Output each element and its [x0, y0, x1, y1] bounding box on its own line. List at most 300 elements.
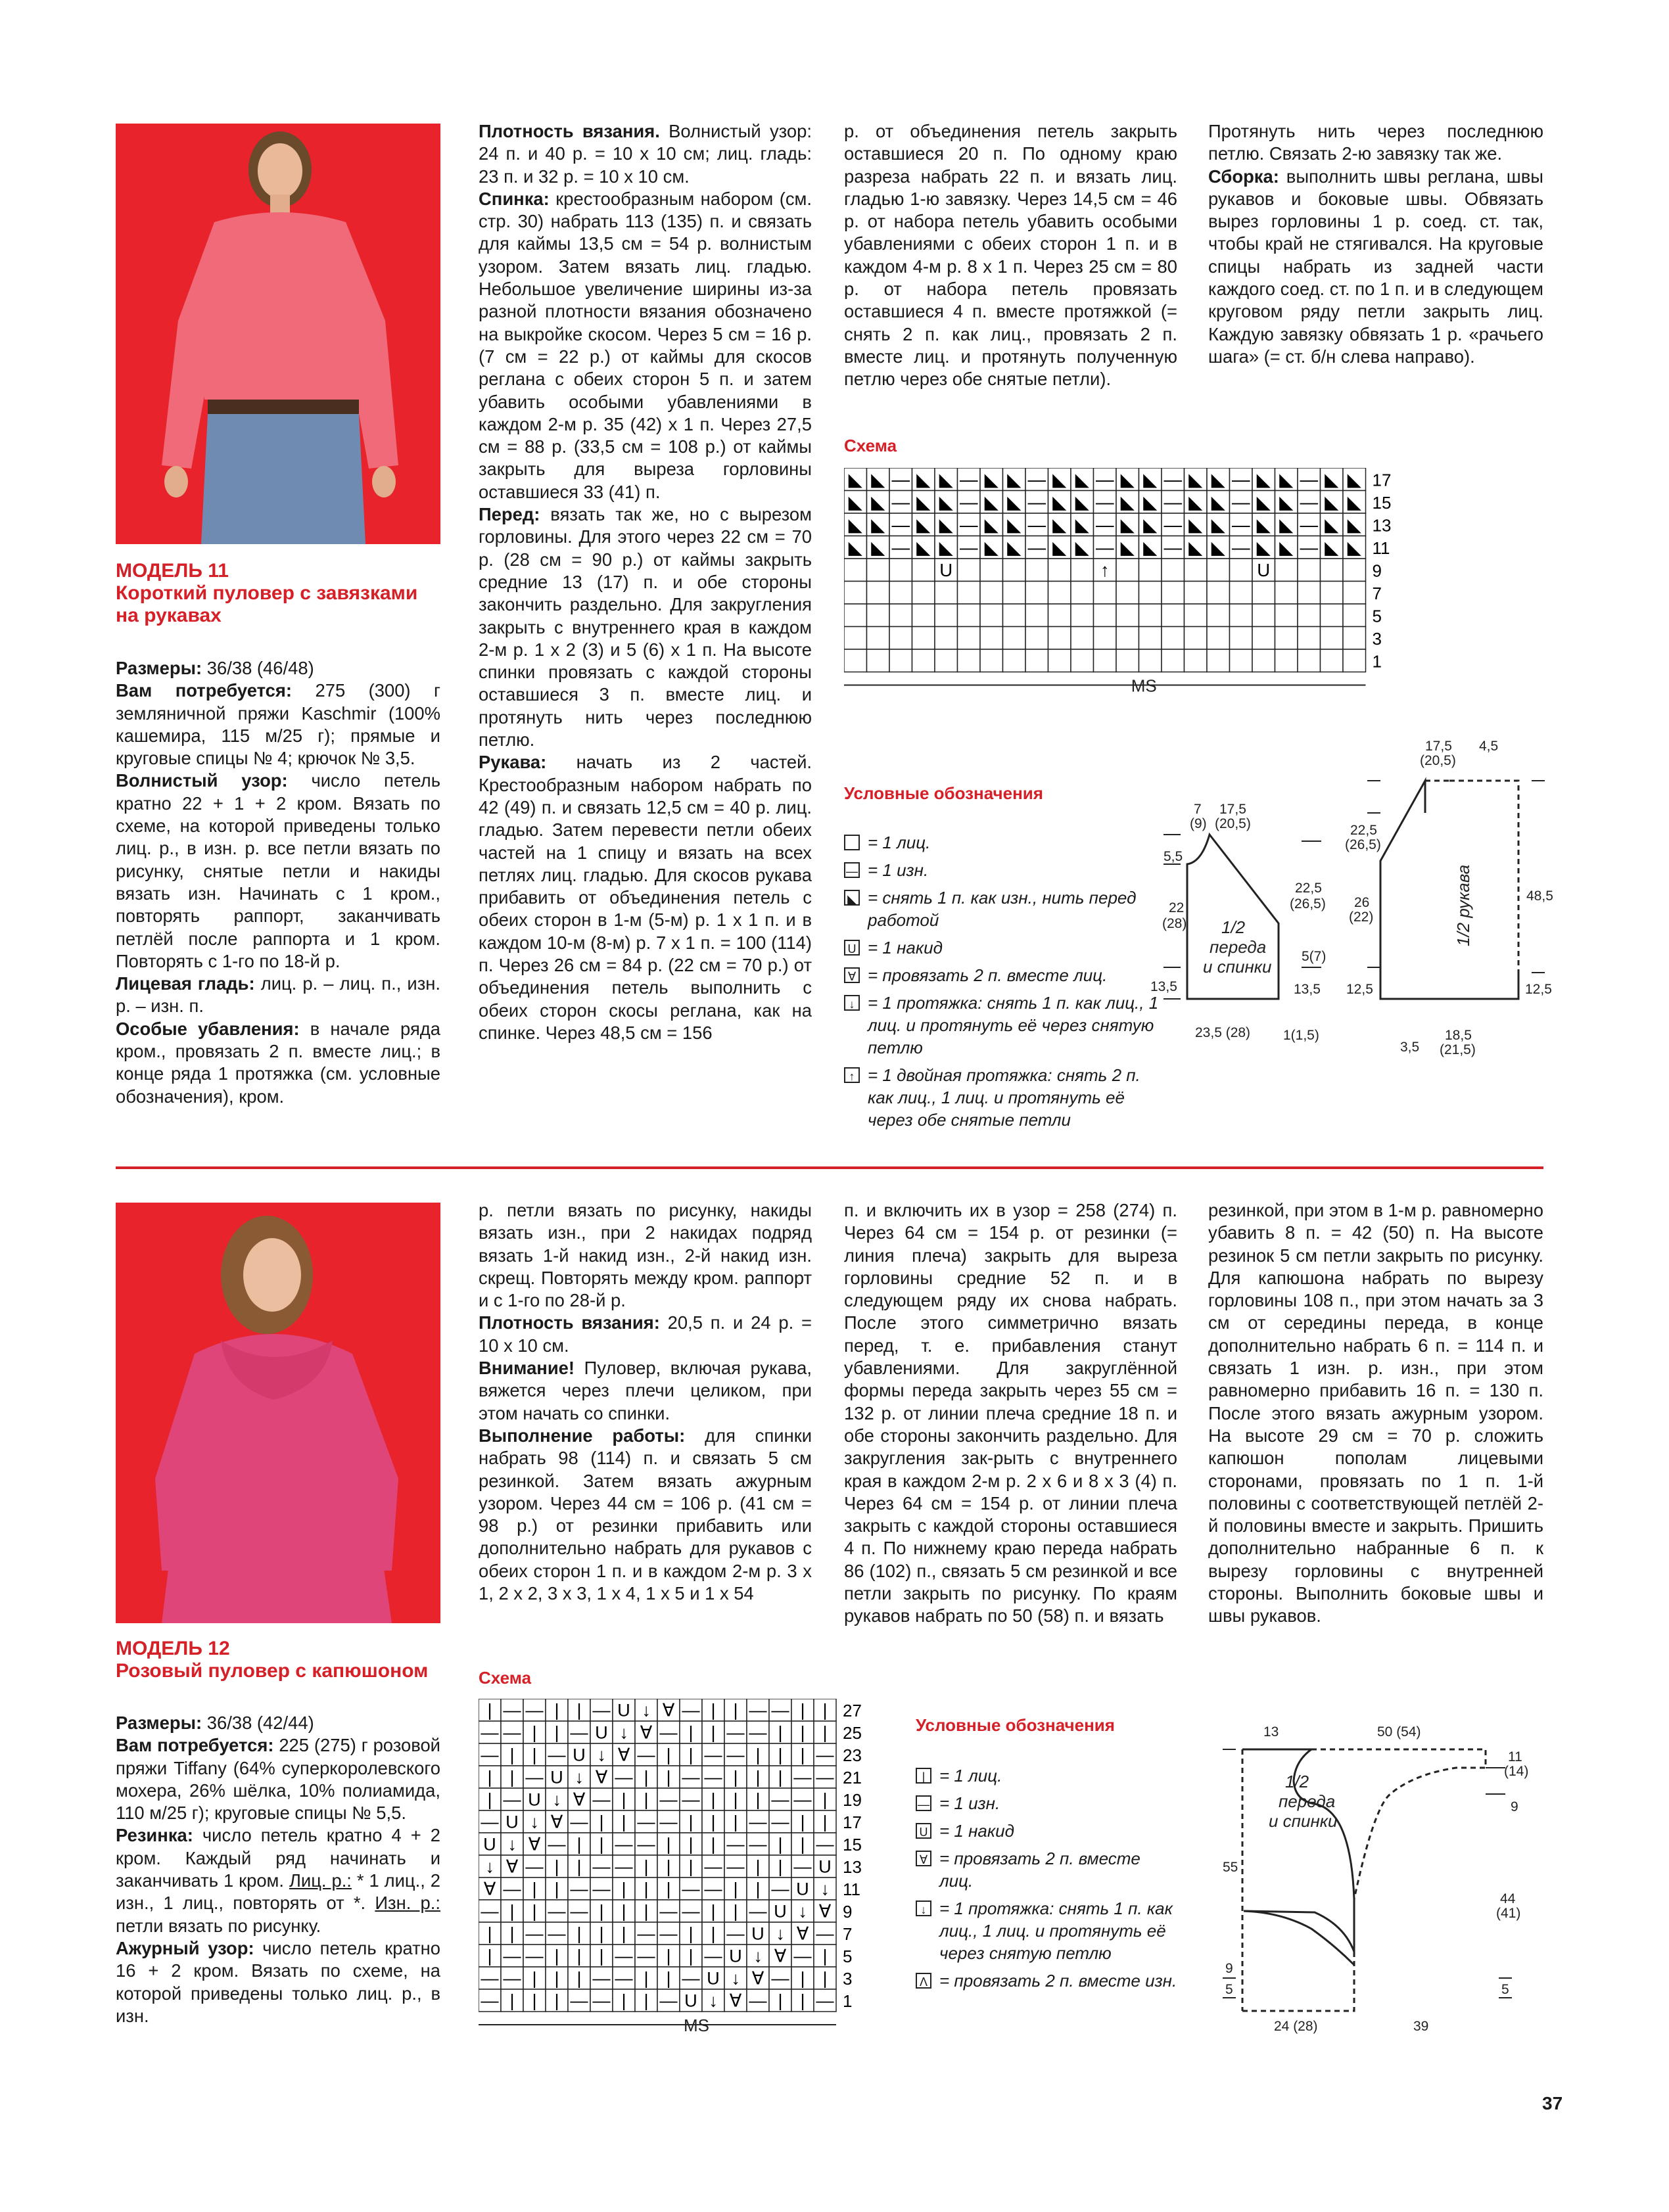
dim-11: 11 [1508, 1749, 1522, 1764]
m11-chart-cell [912, 582, 935, 605]
m12-chart-symbol: | [666, 1766, 671, 1787]
m11-chart-cell [889, 559, 912, 582]
dim-22-5: 22,5 [1295, 881, 1322, 896]
m12-chart-symbol: | [822, 1699, 828, 1720]
m11-chart-symbol: ◣ [984, 492, 999, 513]
m12-chart-symbol: — [682, 1766, 700, 1787]
m12-chart-symbol: | [621, 1901, 626, 1922]
m12-row-number: 9 [843, 1902, 853, 1922]
m11-chart-cell [1025, 649, 1048, 672]
m11c1-heading: Лицевая гладь: [116, 973, 255, 994]
m11-chart-cell [844, 627, 867, 650]
m12-chart-symbol: — [592, 1878, 611, 1899]
m12-chart-symbol: — [816, 1766, 834, 1787]
m12-chart-symbol: — [615, 1856, 633, 1877]
m12c1-heading: Резинка: [116, 1825, 193, 1846]
m12-chart-symbol: U [707, 1968, 720, 1989]
m11-chart-symbol: ◣ [1325, 492, 1339, 513]
m11-chart-symbol: — [1300, 537, 1319, 558]
dim-26: 26 [1354, 895, 1370, 910]
legend-symbol-icon: U [844, 940, 860, 956]
dim-5-7: 5(7) [1302, 949, 1327, 964]
m12-chart-symbol: | [778, 1766, 783, 1787]
model12-column-4 [1208, 1199, 1543, 1628]
m12-chart-symbol: | [599, 1811, 604, 1832]
m11-chart-symbol: ◣ [1347, 469, 1361, 490]
m11-chart-cell [935, 582, 958, 605]
model11-column-3 [844, 120, 1177, 391]
m12-chart-symbol: | [644, 1766, 649, 1787]
m12-chart-symbol: — [503, 1878, 521, 1899]
m11-chart-cell [1185, 627, 1208, 650]
m11-chart-symbol: ◣ [871, 469, 885, 490]
m12-chart-symbol: | [666, 1833, 671, 1855]
m12-row-number: 25 [843, 1723, 862, 1743]
m12-chart-symbol: — [749, 1833, 767, 1855]
m12-chart-symbol: | [711, 1722, 716, 1743]
m11-chart-symbol: ◣ [1007, 514, 1022, 535]
m11-chart-symbol: ◣ [984, 514, 999, 535]
m12-chart-symbol: — [548, 1833, 566, 1855]
m12-chart-symbol: | [599, 1833, 604, 1855]
m12-chart-symbol: — [659, 1789, 678, 1810]
legend-symbol-icon: | [916, 1768, 931, 1784]
m12-chart-symbol: | [532, 1901, 537, 1922]
m12-chart-symbol: — [615, 1945, 633, 1966]
m12c2-paragraph: Внимание! Пуловер, включая рукава, вяжется через плечи целиком, при этом начать со спинки. [479, 1358, 812, 1423]
m11-chart-cell [889, 582, 912, 605]
m12-chart-symbol: | [755, 1789, 761, 1810]
m12-chart-symbol: | [688, 1811, 693, 1832]
m12-chart-symbol: ∀ [818, 1901, 832, 1922]
dim-14: (14) [1504, 1764, 1529, 1779]
m11-chart-cell [889, 627, 912, 650]
m12-chart-symbol: — [793, 1789, 812, 1810]
m12-row-number: 5 [843, 1947, 853, 1967]
dim-28: (28) [1162, 916, 1187, 931]
m11-chart-cell [1321, 604, 1344, 627]
m12-chart-symbol: U [505, 1811, 519, 1832]
m11-chart-cell [1003, 604, 1026, 627]
model11-schema-label: Схема [844, 436, 897, 455]
m11-chart-cell [980, 649, 1003, 672]
m11-chart-symbol: ◣ [1211, 469, 1225, 490]
m12-chart-symbol: — [548, 1923, 566, 1944]
m11-chart-symbol: ◣ [1052, 492, 1067, 513]
m12c2-heading: Выполнение работы: [479, 1425, 686, 1446]
m12-chart-symbol: — [503, 1699, 521, 1720]
m11-chart-cell [980, 559, 1003, 582]
m11-chart-symbol: — [1231, 514, 1250, 535]
m12c1-heading: Ажурный узор: [116, 1937, 254, 1958]
m11-legend-item [844, 1064, 1160, 1131]
legend-text: = 1 лиц. [868, 833, 931, 852]
m11-chart-symbol: ◣ [984, 537, 999, 558]
m11-legend-item [844, 992, 1160, 1059]
m11-row-number: 13 [1372, 515, 1392, 536]
m11-chart-symbol: ◣ [1007, 469, 1022, 490]
m11-chart-cell [867, 649, 890, 672]
m11-chart-symbol: ◣ [1279, 537, 1294, 558]
m11-chart-symbol: ◣ [1075, 514, 1089, 535]
m12-chart-symbol: | [509, 1901, 515, 1922]
dim-26-5-sleeve: (26,5) [1345, 837, 1381, 852]
dim-50-54: 50 (54) [1377, 1724, 1421, 1740]
m11-chart-cell [958, 582, 981, 605]
m12-chart-symbol: U [483, 1833, 496, 1855]
legend-symbol-icon: ↓ [916, 1901, 931, 1916]
dim-21-5: (21,5) [1440, 1042, 1476, 1057]
m12-chart-symbol: — [503, 1722, 521, 1743]
m11-chart-symbol: — [891, 469, 910, 490]
m11-chart-symbol: — [1095, 492, 1114, 513]
m11-chart-cell [1025, 604, 1048, 627]
m11-chart-symbol: ◣ [1052, 537, 1067, 558]
m12-chart-symbol: — [615, 1833, 633, 1855]
m11-chart-symbol: ◣ [1120, 514, 1135, 535]
model11-title-line3: на рукавах [116, 605, 222, 626]
m11-row-number: 9 [1372, 561, 1382, 581]
m12-chart-symbol: — [816, 1744, 834, 1765]
m11-chart-cell [1230, 559, 1253, 582]
m11-chart-symbol: — [1027, 492, 1046, 513]
m12-chart-symbol: U [818, 1856, 832, 1877]
dim-13-5-right: 13,5 [1294, 982, 1321, 997]
m12-chart-symbol: | [644, 1789, 649, 1810]
m12-chart-symbol: — [704, 1878, 722, 1899]
m11-chart-cell [1071, 627, 1094, 650]
m11-chart-cell [958, 604, 981, 627]
m11-chart-cell [1094, 582, 1117, 605]
legend-text: = 1 двойная протяжка: снять 2 п. как лиц., 1 лиц. и протянуть её через обе снятые петли [868, 1065, 1140, 1130]
m12-chart-symbol: ↓ [619, 1722, 628, 1743]
m11-chart-cell [958, 627, 981, 650]
dim-44: 44 [1500, 1891, 1516, 1906]
m12c3-paragraph: п. и включить их в узор = 258 (274) п. Через 64 см = 154 р. от резинки (= линия плеча) закрыть для выреза горловины средние 52 п. и в следующем ряду их снова набрать. После этого симметрично вязать перед, т. е. прибавления станут убавлениями. Для закруглённой формы переда закрыть через 55 см = 132 р. от линии плеча средние 18 п. и обе стороны закончить раздельно. Для закругления зак-рыть с внутреннего края в каждом 2-м р. 2 x 6 и 8 x 3 (4) п. Через 64 см = 154 р. от линии плеча закрыть с каждой стороны оставшиеся 4 п. По нижнему краю переда набрать 86 (102) п., связать 5 см резинкой и все петли закрыть по рисунку. По краям рукавов набрать по 50 (58) п. и вязать [844, 1200, 1177, 1626]
legend-symbol-icon: Λ [916, 1973, 931, 1989]
m12-chart-symbol: ∀ [550, 1811, 563, 1832]
m12-chart-symbol: | [621, 1990, 626, 2011]
m11-chart-cell [867, 604, 890, 627]
m12-chart-symbol: — [771, 1699, 789, 1720]
m12-chart-symbol: — [682, 1901, 700, 1922]
m12-chart-symbol: ↓ [709, 1990, 718, 2011]
m11-chart-symbol: ◣ [1211, 537, 1225, 558]
m12-chart-symbol: — [682, 1789, 700, 1810]
m11-chart-symbol: ◣ [1211, 514, 1225, 535]
dim-12-5-right: 12,5 [1525, 982, 1552, 997]
m11-chart-cell [1048, 627, 1071, 650]
m12-chart-symbol: U [729, 1945, 742, 1966]
m11-chart-symbol: ◣ [939, 469, 953, 490]
m11-chart-symbol: ◣ [916, 469, 931, 490]
m12-chart-symbol: ↓ [507, 1833, 517, 1855]
m12-chart-symbol: | [778, 1833, 783, 1855]
m12-chart-symbol: — [503, 1789, 521, 1810]
m12-chart-symbol: | [800, 1699, 805, 1720]
m12-chart-symbol: | [800, 1811, 805, 1832]
m11-chart-symbol: — [1164, 492, 1183, 513]
m12-chart-symbol: — [481, 1744, 499, 1765]
legend-symbol-icon [844, 835, 860, 850]
m11-chart-symbol: ◣ [1075, 469, 1089, 490]
m11-chart-cell [1343, 559, 1366, 582]
model11-column-1 [116, 657, 440, 1108]
m11-chart-symbol: ◣ [1052, 469, 1067, 490]
m12-chart-symbol: ∀ [573, 1789, 586, 1810]
dim-55: 55 [1223, 1860, 1238, 1875]
m12-chart-symbol: — [659, 1990, 678, 2011]
m11-chart-cell [1003, 582, 1026, 605]
m12-chart-symbol: | [822, 1968, 828, 1989]
m11-chart-symbol: ◣ [1120, 492, 1135, 513]
m12-legend-item [916, 1820, 1179, 1842]
m11-chart-symbol: — [1231, 492, 1250, 513]
m11-row-number: 15 [1372, 493, 1392, 513]
dim-24-28: 24 (28) [1274, 2019, 1318, 2034]
legend-text: = 1 изн. [868, 860, 929, 880]
m11-chart-cell [844, 649, 867, 672]
model11-stitch-chart [844, 468, 1422, 718]
m12-chart-symbol: — [793, 1945, 812, 1966]
m12c2-paragraph: Плотность вязания: 20,5 п. и 24 р. = 10 x 10 см. [479, 1312, 812, 1356]
m12-chart-symbol: | [487, 1699, 492, 1720]
m11-chart-cell [1321, 582, 1344, 605]
m12-chart-symbol: ↓ [820, 1878, 830, 1899]
m12-chart-symbol: U [796, 1878, 809, 1899]
m12-chart-symbol: | [599, 1901, 604, 1922]
m12-chart-symbol: U [684, 1990, 697, 2011]
model11-title-line1: МОДЕЛЬ 11 [116, 560, 229, 582]
m12-chart-symbol: ∀ [595, 1766, 608, 1787]
m12-chart-symbol: | [666, 1968, 671, 1989]
m12-chart-symbol: | [576, 1856, 582, 1877]
m11-chart-symbol: ◣ [1188, 469, 1203, 490]
m11-chart-symbol: — [891, 514, 910, 535]
m12-chart-symbol: | [532, 1878, 537, 1899]
m11-chart-symbol: ◣ [1347, 537, 1361, 558]
m11-chart-symbol: ◣ [1325, 469, 1339, 490]
piece-label-1: 1/2 [1285, 1772, 1309, 1791]
m11-chart-symbol: ◣ [1325, 514, 1339, 535]
m12-row-number: 19 [843, 1790, 862, 1810]
m12-chart-symbol: — [749, 1811, 767, 1832]
m11-chart-cell [958, 559, 981, 582]
m11-chart-symbol: — [1027, 514, 1046, 535]
m11c4-heading: Сборка: [1208, 166, 1279, 187]
dim-13: 13 [1263, 1724, 1279, 1740]
m12-chart-symbol: — [615, 1968, 633, 1989]
m11-chart-symbol: ◣ [1256, 537, 1271, 558]
m12-chart-symbol: — [704, 1766, 722, 1787]
m11-chart-symbol: ◣ [1188, 514, 1203, 535]
m11-chart-cell [958, 649, 981, 672]
m11-chart-cell [1162, 627, 1185, 650]
m12-chart-symbol: — [749, 1722, 767, 1743]
m11-chart-symbol: ↑ [1100, 559, 1110, 580]
m12-chart-symbol: — [816, 1990, 834, 2011]
model12-title [116, 1638, 458, 1682]
m11c2-paragraph: Плотность вязания. Волнистый узор: 24 п. и 40 р. = 10 x 10 см; лиц. гладь: 23 п. и 32 р. = 10 x 10 см. [479, 121, 812, 187]
m11-chart-cell [980, 627, 1003, 650]
piece-label-2: переда [1279, 1791, 1336, 1811]
m12-row-number: 21 [843, 1768, 862, 1788]
m12-chart-symbol: | [644, 1968, 649, 1989]
m11c2-paragraph: Спинка: крестообразным набором (см. стр. 30) набрать 113 (135) п. и связать для каймы 13,5 см = 54 р. волнистым узором. Затем вязать лиц. гладью. Небольшое увеличение ширины из-за разной плотности вязания обозначено на выкройке скосом. Через 5 см = 16 р. (7 см = 22 р.) от каймы для скосов реглана с обеих сторон 5 п. и затем убавить особыми убавлениями в каждом 2-м р. 35 (42) x 1 п. Через 27,5 см = 88 р. (33,5 см = 108 р.) от каймы закрыть для выреза горловины оставшиеся 33 (41) п. [479, 188, 812, 502]
dim-22-5-sleeve: 22,5 [1350, 823, 1377, 838]
m12-chart-symbol: | [711, 1833, 716, 1855]
m12-chart-symbol: ∀ [640, 1722, 653, 1743]
m11-chart-symbol: ◣ [1143, 537, 1158, 558]
m11-chart-cell [1003, 559, 1026, 582]
m11-chart-symbol: — [1164, 469, 1183, 490]
m12-chart-symbol: — [481, 1990, 499, 2011]
m12-chart-symbol: — [525, 1923, 544, 1944]
m12-chart-symbol: | [666, 1744, 671, 1765]
m12-row-number: 15 [843, 1835, 862, 1855]
m12-chart-symbol: ∀ [528, 1833, 541, 1855]
dim-5-5: 5,5 [1164, 849, 1183, 864]
legend-text: = 1 накид [939, 1821, 1014, 1841]
m12-chart-symbol: — [570, 1722, 588, 1743]
m11-chart-cell [1071, 649, 1094, 672]
m11c1-heading: Особые убавления: [116, 1018, 300, 1039]
dim-22-sleeve: (22) [1349, 910, 1374, 925]
m11-chart-symbol: — [1164, 514, 1183, 535]
model12-title-line2: Розовый пуловер с капюшоном [116, 1660, 429, 1682]
m11-chart-cell [1275, 559, 1298, 582]
m12-chart-symbol: | [711, 1811, 716, 1832]
m11-chart-cell [1048, 559, 1071, 582]
m11-chart-symbol: ◣ [871, 537, 885, 558]
m11-chart-cell [1298, 604, 1321, 627]
m12-chart-symbol: | [621, 1789, 626, 1810]
m11-chart-symbol: — [1027, 469, 1046, 490]
m11-chart-cell [1185, 649, 1208, 672]
dim-3-5: 3,5 [1400, 1040, 1420, 1055]
m12-legend-item [916, 1847, 1179, 1892]
m11-chart-symbol: — [891, 492, 910, 513]
m11-chart-cell [1298, 627, 1321, 650]
m11-chart-symbol: — [1231, 537, 1250, 558]
m11-chart-cell [1162, 582, 1185, 605]
m12-chart-symbol: — [525, 1856, 544, 1877]
m11-chart-cell [1252, 627, 1275, 650]
m12-chart-symbol: — [816, 1833, 834, 1855]
dim-7: 7 [1194, 802, 1202, 817]
m11-chart-symbol: ◣ [939, 514, 953, 535]
m12-chart-symbol: | [532, 1990, 537, 2011]
m11-legend-item [844, 831, 1160, 854]
m11-chart-cell [1025, 559, 1048, 582]
m11-chart-cell [1185, 582, 1208, 605]
m11-chart-cell [912, 649, 935, 672]
legend-text: = 1 протяжка: снять 1 п. как лиц., 1 лиц. и протянуть её через снятую петлю [868, 993, 1159, 1057]
m11-chart-symbol: — [1027, 537, 1046, 558]
m12c1-paragraph: Ажурный узор: число петель кратно 16 + 2 кром. Вязать по схеме, на которой приведены только лиц. р., в изн. [116, 1937, 441, 2026]
m12-chart-symbol: — [570, 1878, 588, 1899]
model12-legend-title: Условные обозначения [916, 1715, 1115, 1735]
m12-row-number: 11 [843, 1879, 860, 1900]
m11-chart-symbol: ◣ [1256, 492, 1271, 513]
m12-chart-symbol: — [481, 1722, 499, 1743]
m11-chart-symbol: — [1231, 469, 1250, 490]
m11-chart-cell [912, 627, 935, 650]
legend-symbol-icon: ↑ [844, 1067, 860, 1083]
m11-chart-cell [844, 604, 867, 627]
m12-legend-item [916, 1792, 1179, 1814]
m11-chart-symbol: ◣ [1211, 492, 1225, 513]
m11-chart-cell [980, 604, 1003, 627]
m11-chart-cell [1343, 627, 1366, 650]
m12-chart-symbol: U [751, 1923, 764, 1944]
m12-chart-symbol: ↓ [530, 1811, 539, 1832]
m12-row-number: 13 [843, 1857, 862, 1878]
m12c1-paragraph: Размеры: 36/38 (42/44) [116, 1713, 314, 1733]
m12-chart-symbol: — [704, 1856, 722, 1877]
m12-chart-symbol: — [615, 1766, 633, 1787]
m11-chart-symbol: — [1300, 469, 1319, 490]
m11-chart-symbol: — [959, 537, 978, 558]
m12-chart-symbol: U [595, 1722, 608, 1743]
legend-symbol-icon: — [916, 1795, 931, 1811]
dim-41: (41) [1496, 1906, 1521, 1921]
m12-chart-symbol: ∀ [617, 1744, 630, 1765]
m12c1-paragraph: Вам потребуется: 225 (275) г розовой пряжи Tiffany (64% суперкоролевского мохера, 26% шёлка, 10% полиамида, 110 м/25 г); круговые спицы № 5,5. [116, 1735, 440, 1824]
model11-title [116, 560, 440, 627]
dim-18-5: 18,5 [1445, 1028, 1472, 1043]
m12-chart-symbol: | [576, 1923, 582, 1944]
m12-chart-symbol: | [733, 1789, 738, 1810]
m12-row-number: 17 [843, 1812, 862, 1833]
m12-chart-symbol: | [576, 1968, 582, 1989]
dim-5-right: 5 [1501, 1982, 1509, 1997]
m12-row-number: 7 [843, 1924, 853, 1945]
m12c1-paragraph: Резинка: число петель кратно 4 + 2 кром. Каждый ряд начинать и заканчивать 1 кром. Лиц. р.: * 1 лиц., 2 изн., 1 лиц., повторять от *. Изн. р.: петли вязать по рисунку. [116, 1825, 440, 1936]
m12-chart-symbol: | [800, 1968, 805, 1989]
legend-text: = снять 1 п. как изн., нить перед работой [868, 888, 1137, 930]
m12c1-heading: Вам потребуется: [116, 1735, 274, 1756]
m12-chart-symbol: | [800, 1722, 805, 1743]
m12-chart-symbol: ∀ [729, 1990, 742, 2011]
m11-chart-cell [1139, 582, 1162, 605]
m11-chart-symbol: ◣ [871, 492, 885, 513]
m12-chart-symbol: | [621, 1811, 626, 1832]
m12-chart-symbol: ∀ [662, 1699, 675, 1720]
m12-legend-item [916, 1897, 1179, 1964]
m12-chart-symbol: — [726, 1722, 745, 1743]
m11-chart-cell [1321, 627, 1344, 650]
m11c2-heading: Спинка: [479, 188, 550, 209]
page-number: 37 [1542, 2093, 1563, 2113]
m12c4-paragraph: резинкой, при этом в 1-м р. равномерно убавить 8 п. = 42 (50) п. На высоте резинок 5 см петли закрыть по рисунку. Для капюшона набрать по вырезу горловины 108 п., при этом начать за 3 см от середины переда, в конце дополнительно набрать 6 п. = 114 п. и связать 1 изн. р. изн., при этом равномерно прибавить 16 п. = 130 п. После этого вязать ажурным узором. На высоте 29 см = 70 р. сложить капюшон пополам лицевыми сторонами, провязать по 1 п. 1-й половины с соответствующей петлёй 2-й половины вместе и закрыть. Пришить дополнительно набранные 6 п. к вырезу горловины с внутренней стороны. Выполнить боковые швы и швы рукавов. [1208, 1200, 1543, 1626]
legend-symbol-icon: ∀ [916, 1851, 931, 1866]
m11-legend-item [844, 964, 1160, 986]
m12-chart-symbol: | [733, 1699, 738, 1720]
m12-chart-symbol: — [749, 1699, 767, 1720]
model11-legend-title: Условные обозначения [844, 783, 1043, 803]
m11-chart-cell [1321, 649, 1344, 672]
m11-chart-symbol: ◣ [1120, 469, 1135, 490]
legend-text: = 1 изн. [939, 1793, 1000, 1813]
m12-chart-symbol: | [822, 1945, 828, 1966]
m11c2-heading: Плотность вязания. [479, 121, 660, 141]
m12-chart-symbol: — [659, 1901, 678, 1922]
m11-chart-symbol: ◣ [1256, 469, 1271, 490]
m11-chart-cell [1207, 604, 1230, 627]
m11-chart-symbol: ◣ [871, 514, 885, 535]
m11c3-paragraph: р. от объединения петель закрыть оставшиеся 20 п. По одному краю разреза набрать 22 п. и вязать лиц. гладью 1-ю завязку. Через 14,5 см = 46 р. от набора петель убавить особыми убавлениями с обеих сторон 1 п. и в каждом 4-м р. 8 x 1 п. Через 25 см = 80 р. от набора петель провязать оставшиеся 4 п. вместе протяжкой (= снять 2 п. как лиц., провязать 2 п. вместе лиц. и протянуть полученную петлю через обе снятые петли). [844, 121, 1177, 390]
